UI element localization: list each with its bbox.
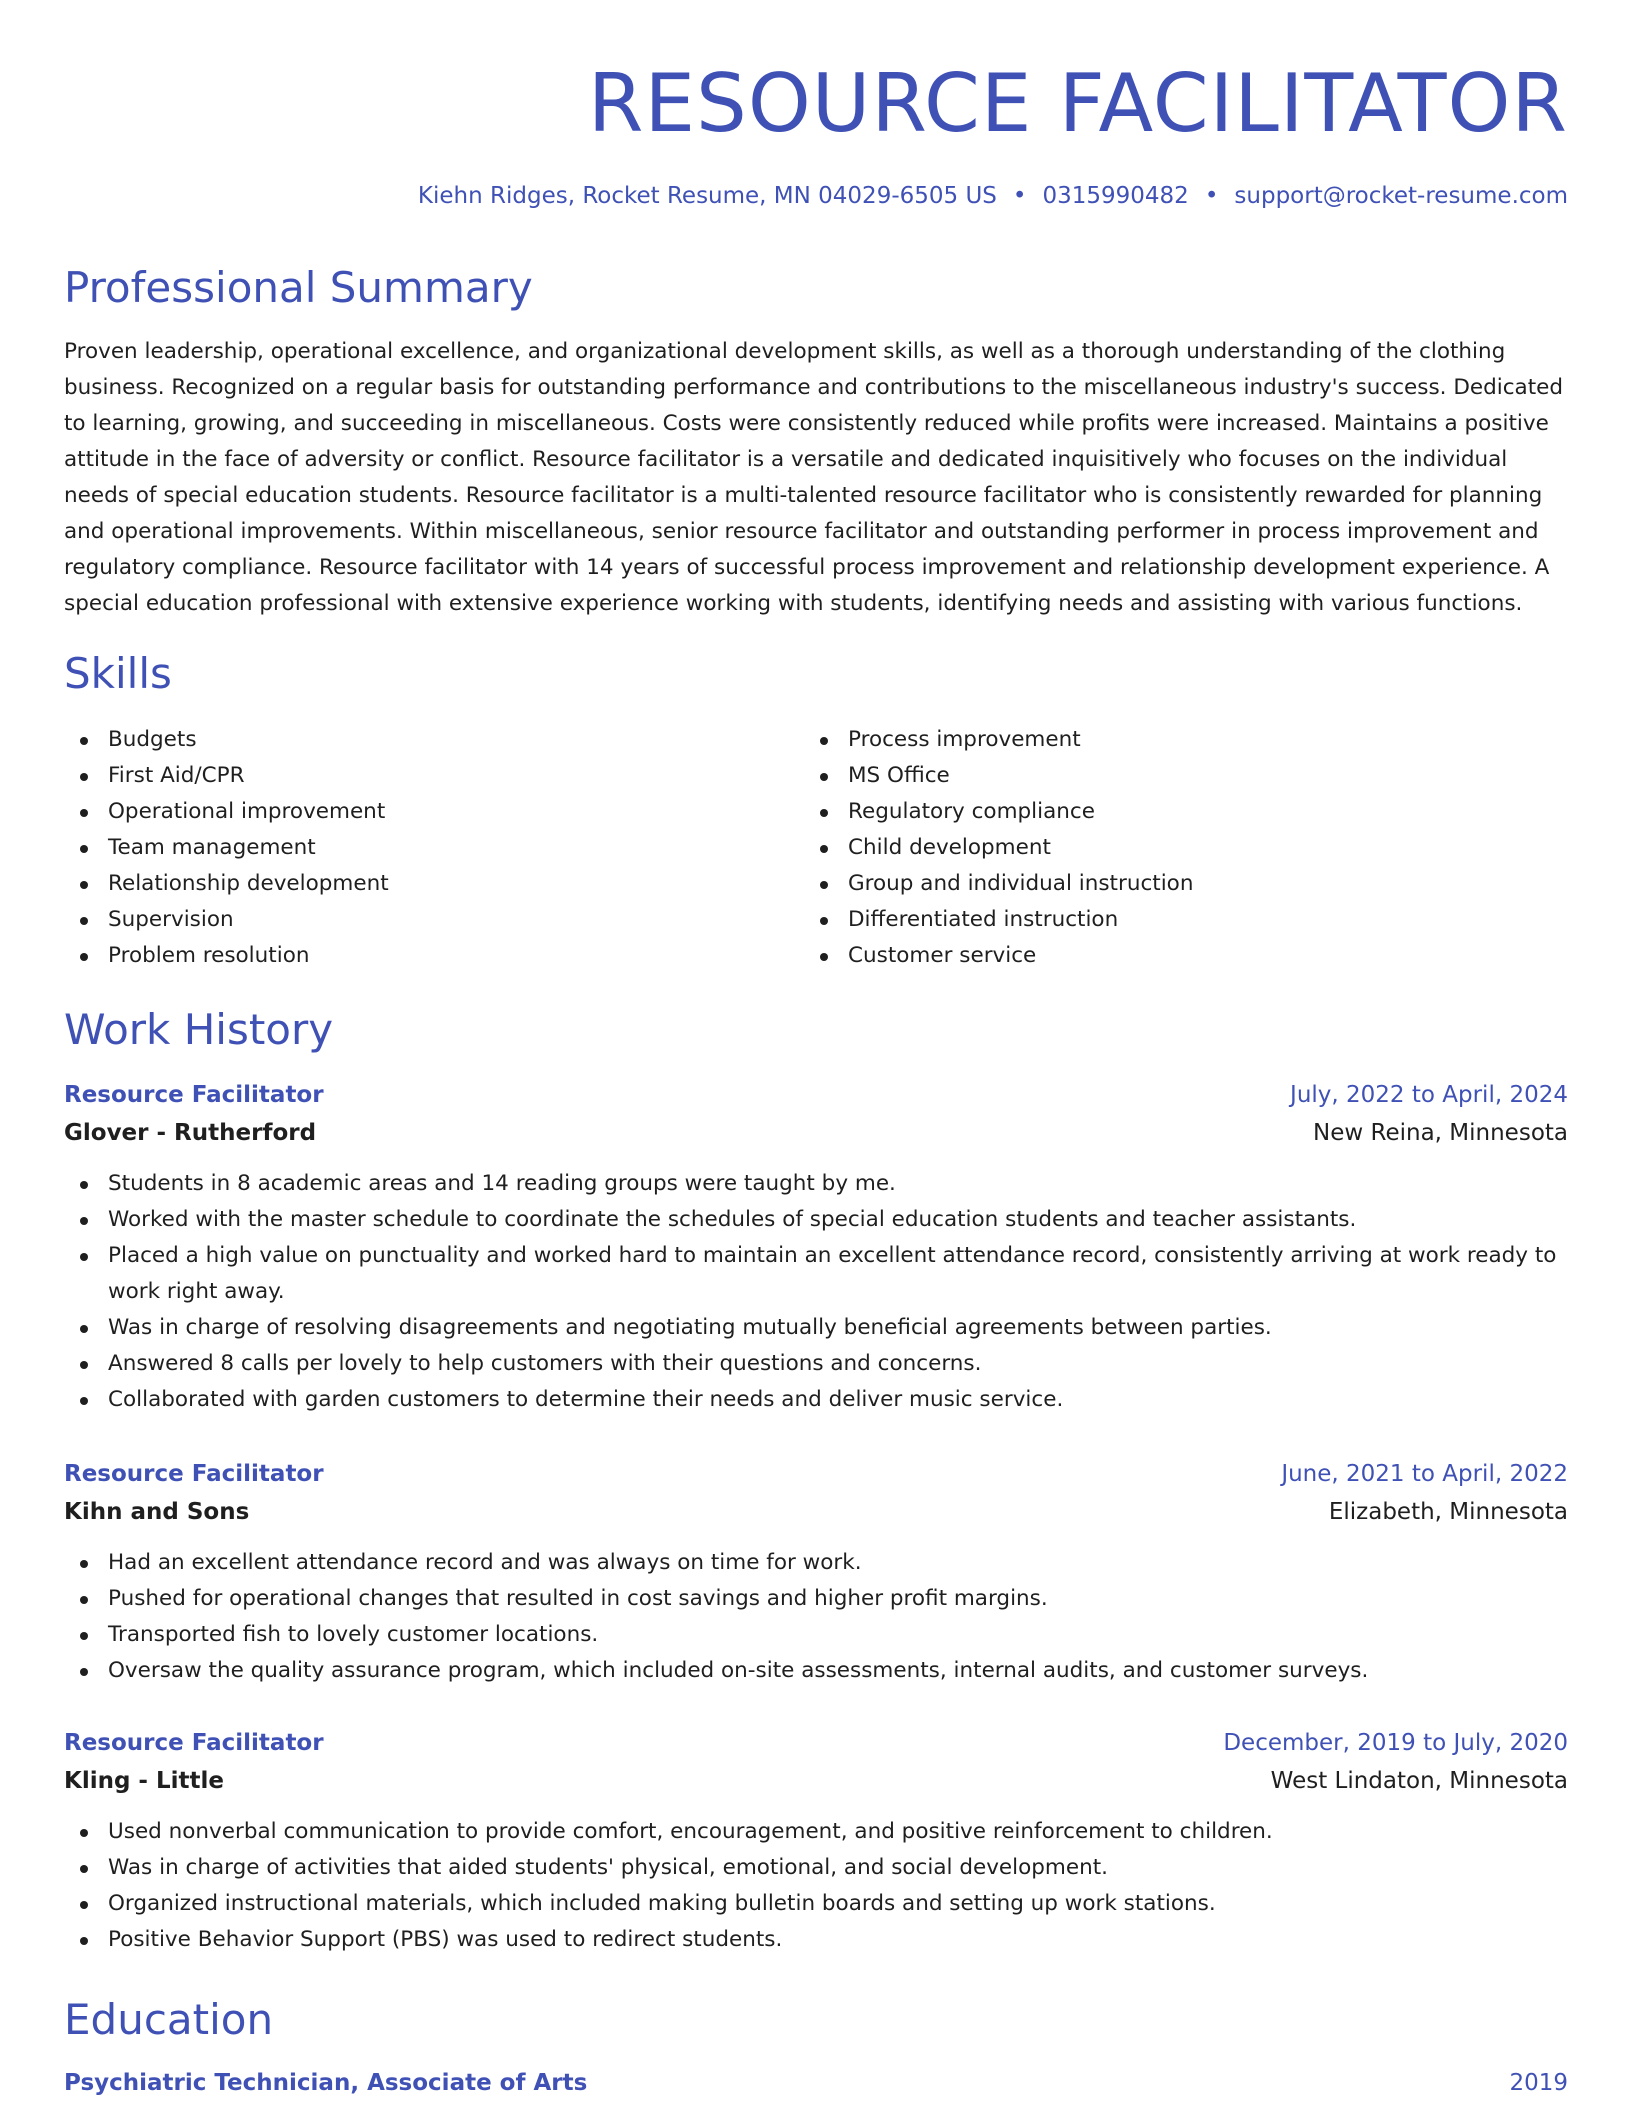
work-history-heading: Work History: [64, 1005, 334, 1054]
contact-email[interactable]: support@rocket-resume.com: [1234, 183, 1568, 209]
duty-item: Had an excellent attendance record and was always on time for work.: [64, 1545, 1568, 1581]
contact-separator: •: [1012, 183, 1027, 209]
job-location: West Lindaton, Minnesota: [1270, 1768, 1568, 1794]
job-dates: December, 2019 to July, 2020: [1223, 1730, 1568, 1756]
job-title: Resource Facilitator: [64, 1730, 324, 1756]
job-location: Elizabeth, Minnesota: [1328, 1499, 1568, 1525]
skill-item: Customer service: [804, 938, 1193, 974]
skills-list-left: [64, 722, 389, 974]
job-duties: [64, 1166, 1568, 1418]
duty-item: Organized instructional materials, which included making bulletin boards and setting up work stations.: [64, 1886, 1568, 1922]
job-entry: [64, 1455, 1568, 1689]
job-duties: [64, 1545, 1568, 1689]
skills-heading: Skills: [64, 649, 172, 698]
education-heading: Education: [64, 1995, 274, 2044]
job-dates: June, 2021 to April, 2022: [1281, 1461, 1568, 1487]
skill-item: Relationship development: [64, 866, 389, 902]
duty-item: Collaborated with garden customers to determine their needs and deliver music service.: [64, 1382, 1568, 1418]
contact-separator: •: [1204, 183, 1219, 209]
skill-item: Differentiated instruction: [804, 902, 1193, 938]
contact-address: Kiehn Ridges, Rocket Resume, MN 04029-6505 US: [417, 183, 997, 209]
job-dates: July, 2022 to April, 2024: [1290, 1082, 1568, 1108]
duty-item: Answered 8 calls per lovely to help customers with their questions and concerns.: [64, 1346, 1568, 1382]
skill-item: Operational improvement: [64, 794, 389, 830]
duty-item: Pushed for operational changes that resulted in cost savings and higher profit margins.: [64, 1581, 1568, 1617]
duty-item: Positive Behavior Support (PBS) was used to redirect students.: [64, 1922, 1568, 1958]
skills-list-right: [804, 722, 1193, 974]
duty-item: Students in 8 academic areas and 14 reading groups were taught by me.: [64, 1166, 1568, 1202]
skill-item: Regulatory compliance: [804, 794, 1193, 830]
job-duties: [64, 1814, 1568, 1958]
skill-item: Child development: [804, 830, 1193, 866]
job-title: Resource Facilitator: [64, 1082, 324, 1108]
skill-item: Problem resolution: [64, 938, 389, 974]
job-location: New Reina, Minnesota: [1313, 1120, 1568, 1146]
resume-title: RESOURCE FACILITATOR: [587, 57, 1568, 150]
duty-item: Used nonverbal communication to provide comfort, encouragement, and positive reinforcement to children.: [64, 1814, 1568, 1850]
job-company: Glover - Rutherford: [64, 1120, 317, 1146]
duty-item: Worked with the master schedule to coordinate the schedules of special education students and teacher assistants.: [64, 1202, 1568, 1238]
skill-item: Team management: [64, 830, 389, 866]
summary-heading: Professional Summary: [64, 263, 533, 312]
skill-item: Supervision: [64, 902, 389, 938]
duty-item: Transported fish to lovely customer locations.: [64, 1617, 1568, 1653]
job-entry: [64, 1724, 1568, 1958]
job-entry: [64, 1076, 1568, 1418]
education-year: 2019: [1509, 2070, 1568, 2096]
skill-item: Group and individual instruction: [804, 866, 1193, 902]
education-degree: Psychiatric Technician, Associate of Arts: [64, 2070, 588, 2096]
skill-item: First Aid/CPR: [64, 758, 389, 794]
contact-line: [418, 180, 1568, 212]
duty-item: Oversaw the quality assurance program, which included on-site assessments, internal audits, and customer surveys.: [64, 1653, 1568, 1689]
job-company: Kihn and Sons: [64, 1499, 250, 1525]
skill-item: MS Office: [804, 758, 1193, 794]
summary-text: Proven leadership, operational excellence, and organizational development skills, as well as a thorough understanding of the clothing business. Recognized on a regular basis for outstanding performance and contributions to the miscellaneous industry's success. Dedicated to learning, growing, and succeeding in miscellaneous. Costs were consistently reduced while profits were increased. Maintains a positive attitude in the face of adversity or conflict. Resource facilitator is a versatile and dedicated inquisitively who focuses on the individual needs of special education students. Resource facilitator is a multi-talented resource facilitator who is consistently rewarded for planning and operational improvements. Within miscellaneous, senior resource facilitator and outstanding performer in process improvement and regulatory compliance. Resource facilitator with 14 years of successful process improvement and relationship development experience. A special education professional with extensive experience working with students, identifying needs and assisting with various functions.: [64, 339, 1564, 616]
job-company: Kling - Little: [64, 1768, 225, 1794]
duty-item: Placed a high value on punctuality and worked hard to maintain an excellent attendance record, consistently arriving at work ready to work right away.: [64, 1238, 1568, 1310]
contact-phone: 0315990482: [1042, 183, 1189, 209]
duty-item: Was in charge of activities that aided students' physical, emotional, and social development.: [64, 1850, 1568, 1886]
skill-item: Budgets: [64, 722, 389, 758]
skill-item: Process improvement: [804, 722, 1193, 758]
duty-item: Was in charge of resolving disagreements and negotiating mutually beneficial agreements between parties.: [64, 1310, 1568, 1346]
education-entry: [64, 2064, 1568, 2102]
job-title: Resource Facilitator: [64, 1461, 324, 1487]
